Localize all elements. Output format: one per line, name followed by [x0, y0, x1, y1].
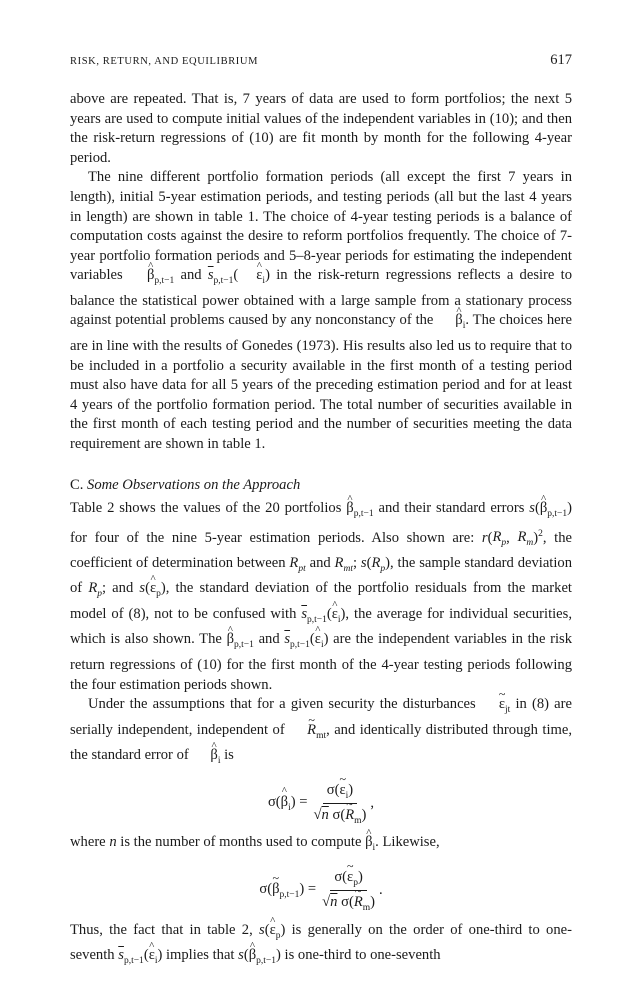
article-body: [70, 90, 572, 972]
paragraph-6: Thus, the fact that in table 2, s(^ $\varepsilon_p$) is generally on the order of one-third to one-seventh $\overline{s}_{p,t-1}(\^{}$ $\varepsilon_i$) implies that s(^ $\beta_{p,t-1}$) is one-third to one-seventh: [70, 921, 572, 972]
journal-page: [70, 52, 573, 967]
paragraph-1: above are repeated. That is, 7 years of data are used to form portfolios; the next 5 years are used to compute initial values of the independent variables in (10); and then the risk-return regressions of (10) are fit month by month for the following 4-year period.: [70, 91, 572, 166]
paragraph-4: Under the assumptions that for a given security the disturbances ~ $\varepsilon_{jt}$ in (8) are serially independent, independent of ~ $R_{mt}$, and identically distributed through time, the standard error of ^ $\beta_i$ is: [70, 695, 572, 772]
paragraph-2: The nine different portfolio formation periods (all except the first 7 years in length), initial 5-year estimation periods, and testing periods (all but the last 4 years in length) are shown in table 1. The choice of 4-year testing periods is a balance of computation costs against the desire to reform portfolios frequently. The choice of 7-year portfolio formation periods and 5–8-year periods for estimating the independent variables ^ $\beta_{p,t-1}$ and $\overline{s}_{p,t-1}$( ^ $\varepsilon_i$) in the risk-return regressions reflects a desire to balance the statistical power obtained with a large sample from a stationary process against potential problems caused by any nonconstancy of the ^ $\beta_i$. The choices here are in line with the results of Gonedes (1973). His results also led us to require that to be included in a portfolio a security available in the first month of a testing period must also have data for all 5 years of the preceding estimation period and for at least 4 years of the portfolio formation period. The total number of securities available in the first month of each testing period and the number of securities meeting the data requirement are shown in table 1.: [70, 168, 572, 454]
section-heading: C. Some Observations on the Approach: [70, 476, 301, 493]
page-header: [70, 52, 572, 72]
running-head: RISK, RETURN, AND EQUILIBRIUM: [70, 56, 259, 67]
page-number: 617: [550, 52, 572, 68]
equation-1: σ(^ $\beta_i$) = $\frac{\sigma(\sim \varepsilon_i)}{√n \sigma(\sim R_m)}$ ,: [70, 782, 572, 826]
paragraph-3: Table 2 shows the values of the 20 portfolios ^ $\beta_{p,t-1}$ and their standard errors s(^ $\beta_{p,t-1}$) for four of the nine 5-year estimation periods. Also shown are: $r(R_p$, $R_m)^2$, the coefficient of determination between $R_{pt}$ and $R_{mt}$; $s(R_p)$, the sample standard deviation of $R_p$; and s(^ $\varepsilon_p$), the standard deviation of the portfolio residuals from the market model of (8), not to be confused with $\overline{s}_{p,t-1}(\^{}$ $\varepsilon_i$), the average for individual securities, which is also shown. The ^ $\beta_{p,t-1}$ and $\overline{s}_{p,t-1}(\^{}$ $\varepsilon_i$) are the independent variables in the risk return regressions of (10) for the first month of the 4-year testing periods following the four estimation periods shown.: [70, 499, 572, 695]
paragraph-5: where n is the number of months used to compute ^ $\beta_i$. Likewise,: [70, 833, 572, 859]
section-title: Some Observations on the Approach: [87, 476, 301, 493]
equation-2: σ(~ $\beta_{p,t-1}$) = $\frac{\sigma(\sim \varepsilon_p)}{√n \sigma(\sim R_m)}$ .: [70, 869, 572, 913]
